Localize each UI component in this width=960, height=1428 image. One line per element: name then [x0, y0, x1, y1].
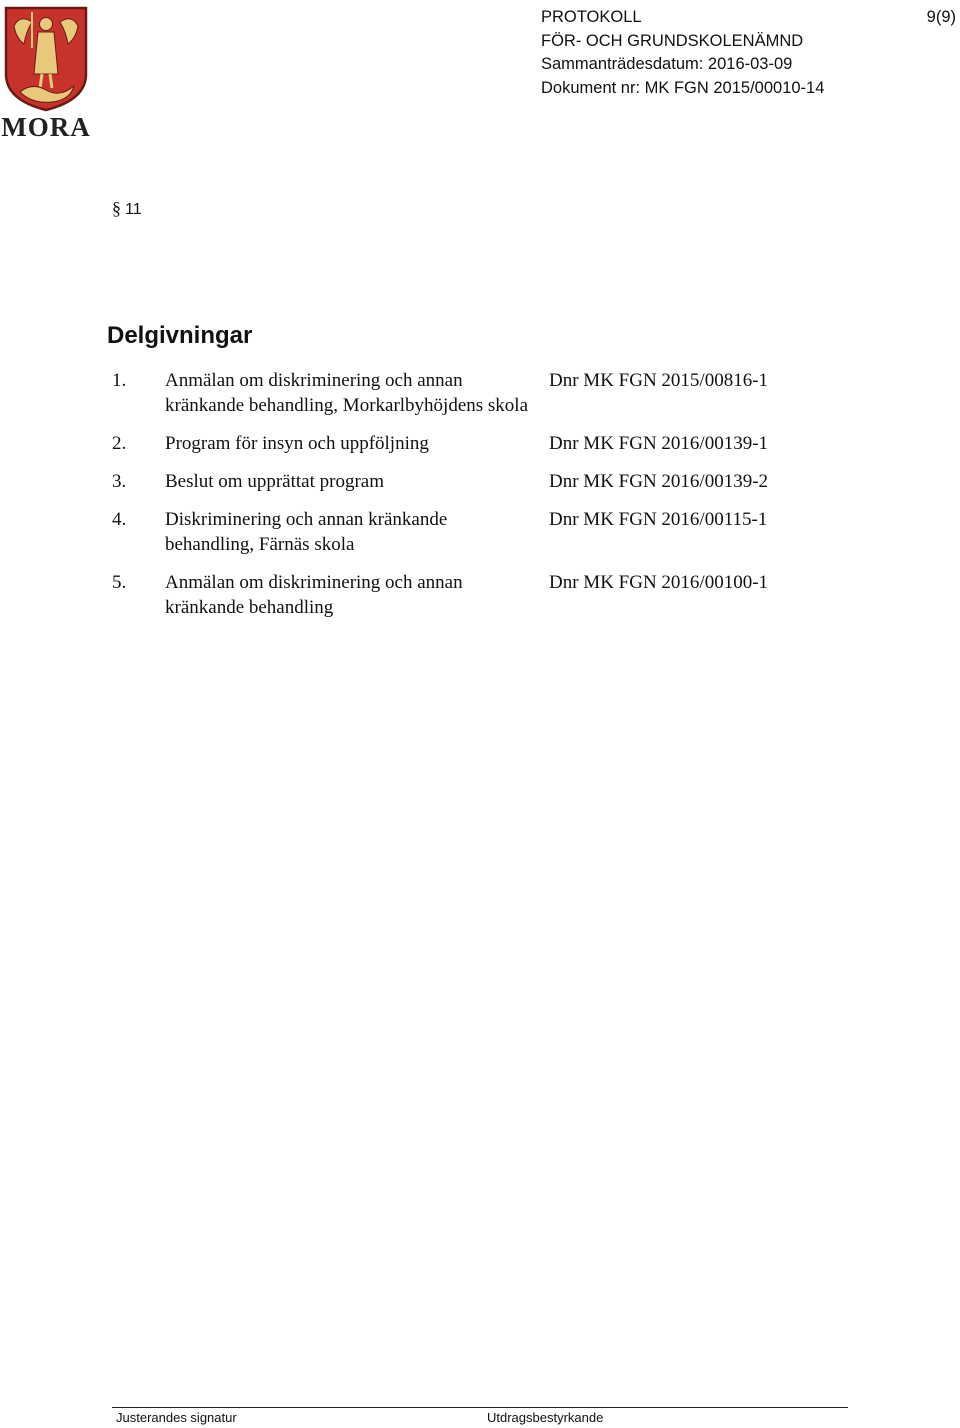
item-description: Diskriminering och annan kränkande behandling, Färnäs skola: [165, 508, 448, 555]
item-description: Anmälan om diskriminering och annan kränkande behandling: [165, 571, 463, 619]
item-dnr: Dnr MK FGN 2016/00139-1: [549, 433, 769, 455]
item-number: 4.: [112, 508, 127, 530]
item-number: 1.: [112, 370, 127, 391]
list-item: [112, 431, 832, 456]
item-dnr: Dnr MK FGN 2015/00816-1: [549, 370, 769, 391]
list-item: [112, 368, 832, 419]
footer-divider: [112, 1407, 848, 1408]
item-list: [112, 368, 832, 633]
footer-certification-label: Utdragsbestyrkande: [487, 1410, 604, 1425]
document-number: Dokument nr: MK FGN 2015/00010-14: [541, 78, 825, 97]
logo-text: MORA: [1, 112, 91, 142]
item-number: 2.: [112, 433, 127, 455]
item-dnr: Dnr MK FGN 2016/00139-2: [549, 470, 769, 492]
section-title: Delgivningar: [107, 322, 253, 349]
paragraph-number: 11: [125, 201, 142, 218]
paragraph-symbol: §: [112, 198, 121, 218]
item-description: Beslut om upprättat program: [165, 470, 384, 492]
doc-type: PROTOKOLL: [541, 8, 642, 26]
meeting-date: Sammanträdesdatum: 2016-03-09: [541, 55, 793, 73]
item-number: 5.: [112, 571, 127, 593]
coat-of-arms-icon: [2, 4, 90, 112]
paragraph-mark: [112, 198, 142, 219]
item-description: Anmälan om diskriminering och annan kränkande behandling, Morkarlbyhöjdens skola: [165, 370, 529, 417]
item-number: 3.: [112, 470, 127, 492]
committee-name: FÖR- OCH GRUNDSKOLENÄMND: [541, 31, 804, 50]
item-dnr: Dnr MK FGN 2016/00115-1: [549, 508, 768, 530]
item-description: Program för insyn och uppföljning: [165, 433, 429, 455]
document-header: [541, 6, 824, 100]
item-dnr: Dnr MK FGN 2016/00100-1: [549, 571, 769, 593]
list-item: [112, 570, 832, 621]
list-item: [112, 469, 832, 494]
footer-signature-label: Justerandes signatur: [116, 1410, 237, 1425]
list-item: [112, 507, 832, 558]
page-number: 9(9): [926, 8, 956, 26]
